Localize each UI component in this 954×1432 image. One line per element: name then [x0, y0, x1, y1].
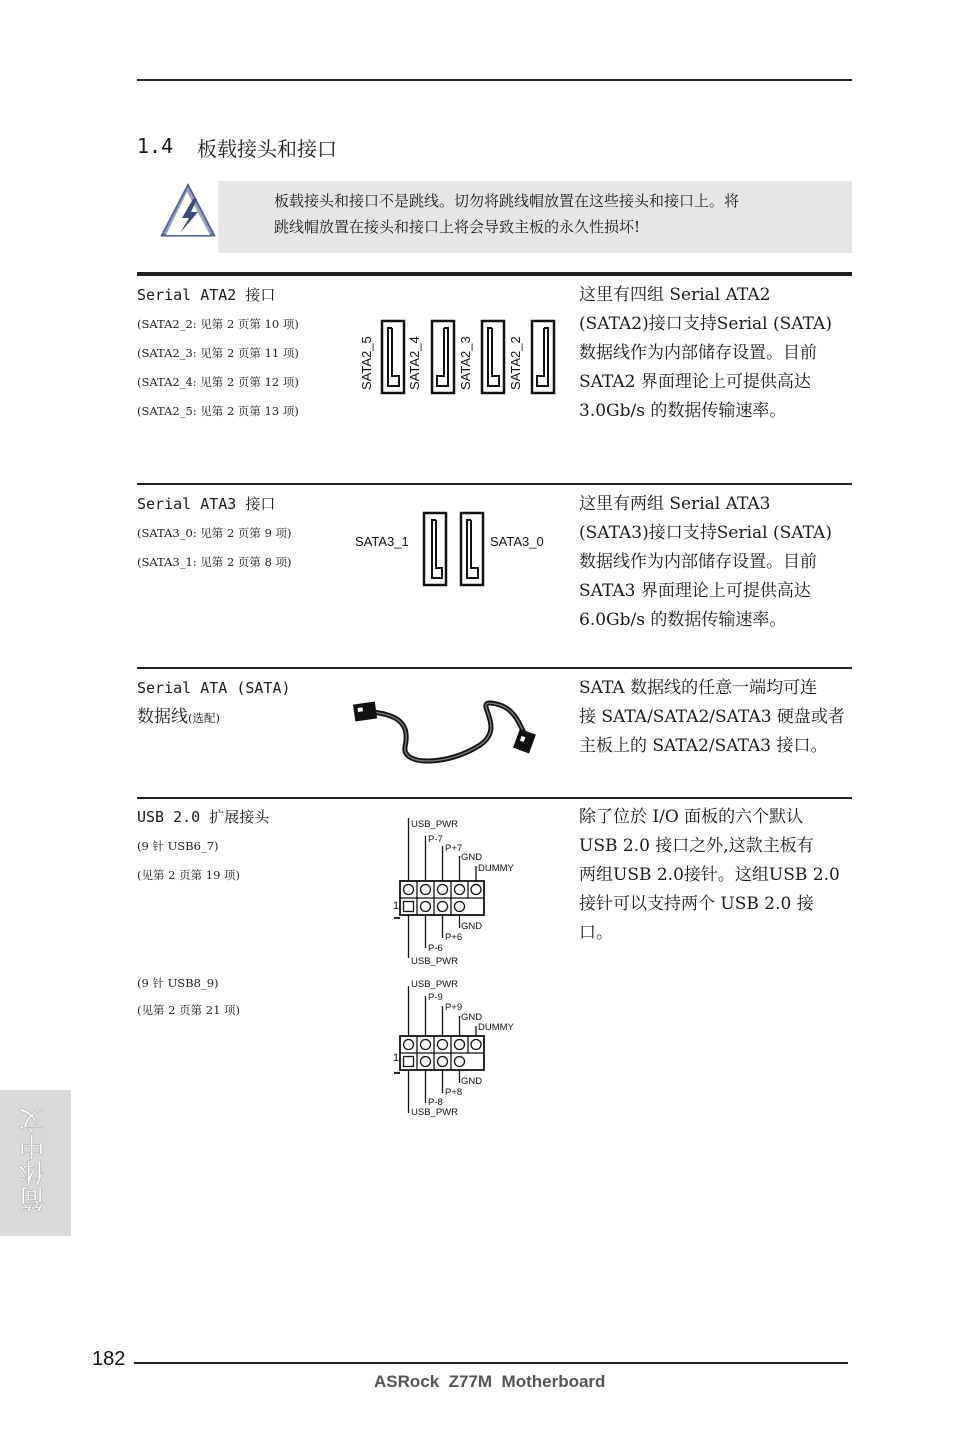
usb-pin1-marker: 1	[393, 1052, 400, 1064]
usb-pin-label: GND	[461, 1012, 483, 1023]
sata2-refs	[137, 310, 299, 426]
cable-subtitle-text: 数据线	[137, 707, 188, 727]
sata2-description	[579, 281, 832, 426]
description-line: SATA 数据线的任意一端均可连	[579, 678, 818, 698]
section-number: 1.4	[137, 134, 174, 158]
top-rule	[137, 79, 852, 81]
usb-pin-label: P+8	[445, 1087, 463, 1098]
sata2-ref: (SATA2_5: 见第 2 页第 13 项)	[137, 404, 299, 418]
usb-description	[579, 803, 840, 948]
description-line: 这里有两组 Serial ATA3	[579, 494, 771, 514]
usb-pin-label: GND	[461, 921, 483, 932]
page-number: 182	[92, 1348, 126, 1370]
sata3-title: Serial ATA3 接口	[137, 495, 276, 513]
sata2-title: Serial ATA2 接口	[137, 286, 276, 304]
usb-pin-label: P+6	[445, 932, 463, 943]
description-line: 6.0Gb/s 的数据传输速率。	[579, 610, 787, 630]
description-line: USB 2.0 接口之外,这款主板有	[579, 836, 814, 856]
description-line: (SATA3)接口支持Serial (SATA)	[579, 523, 832, 543]
section-rule	[137, 667, 852, 669]
description-line: SATA3 界面理论上可提供高达	[579, 581, 811, 601]
description-line: 数据线作为内部储存设置。目前	[579, 552, 817, 572]
sata-cable-image	[350, 685, 545, 770]
sata2-port-label: SATA2_4	[407, 336, 422, 390]
usb-pin-label: P-6	[428, 943, 443, 954]
cable-optional-note: (选配)	[188, 711, 220, 725]
sata3-port-label: SATA3_0	[490, 534, 544, 549]
usb-pin-label: USB_PWR	[411, 979, 458, 990]
usb-pin-label: P+7	[445, 843, 463, 854]
usb-pin-count: (9 针 USB6_7)	[137, 839, 219, 853]
usb-pin-label: DUMMY	[478, 863, 514, 874]
sata3-ref: (SATA3_0: 见第 2 页第 9 项)	[137, 526, 292, 540]
sata3-connectors-diagram	[420, 510, 490, 588]
description-line: 两组USB 2.0接针。这组USB 2.0	[579, 865, 840, 885]
sata2-ref: (SATA2_4: 见第 2 页第 12 项)	[137, 375, 299, 389]
sata2-port-label: SATA2_3	[458, 336, 473, 390]
sata2-port-label: SATA2_5	[359, 336, 374, 390]
description-line: (SATA2)接口支持Serial (SATA)	[579, 314, 832, 334]
sata3-ref: (SATA3_1: 见第 2 页第 8 项)	[137, 555, 292, 569]
language-tab-label: 简体中文	[19, 1108, 49, 1212]
warning-line-2: 跳线帽放置在接头和接口上将会导致主板的永久性损坏!	[274, 218, 641, 236]
usb-pin-label: GND	[461, 1076, 483, 1087]
description-line: SATA2 界面理论上可提供高达	[579, 372, 811, 392]
description-line: 除了位於 I/O 面板的六个默认	[579, 807, 804, 827]
usb-ref: (见第 2 页第 21 项)	[137, 1003, 241, 1017]
description-line: 数据线作为内部储存设置。目前	[579, 343, 817, 363]
cable-description	[579, 674, 845, 761]
usb-pin-label: DUMMY	[478, 1022, 514, 1033]
usb-pin-label: USB_PWR	[411, 956, 458, 967]
cable-title: Serial ATA (SATA)	[137, 679, 291, 697]
usb-pin-label: P-8	[428, 1097, 443, 1108]
description-line: 这里有四组 Serial ATA2	[579, 285, 771, 305]
warning-lightning-icon	[158, 182, 218, 240]
section-title: 板载接头和接口	[197, 137, 337, 161]
description-line: 接针可以支持两个 USB 2.0 接	[579, 894, 814, 914]
footer-rule	[134, 1362, 848, 1364]
footer-product-name: ASRock Z77M Motherboard	[374, 1372, 606, 1391]
sata2-ref: (SATA2_2: 见第 2 页第 10 项)	[137, 317, 299, 331]
cable-subtitle	[137, 703, 220, 733]
usb-ref: (见第 2 页第 19 项)	[137, 868, 241, 882]
usb-pin-label: P-7	[428, 834, 443, 845]
sata3-description	[579, 490, 832, 635]
usb-pin-label: P+9	[445, 1002, 463, 1013]
language-side-tab	[0, 1090, 71, 1236]
usb-pin-count: (9 针 USB8_9)	[137, 976, 219, 990]
usb-header2-info	[137, 970, 240, 1024]
usb-pin-label: GND	[461, 852, 483, 863]
usb-header1-info	[137, 832, 240, 890]
usb-pin-label: USB_PWR	[411, 1107, 458, 1118]
section-rule-heavy	[137, 272, 852, 276]
usb-pin-label: USB_PWR	[411, 819, 458, 830]
sata3-refs	[137, 519, 292, 577]
sata2-ref: (SATA2_3: 见第 2 页第 11 项)	[137, 346, 299, 360]
usb-title: USB 2.0 扩展接头	[137, 808, 270, 826]
section-rule	[137, 797, 852, 799]
sata2-port-label: SATA2_2	[508, 336, 523, 390]
usb-pin1-marker: 1	[393, 900, 400, 912]
description-line: 口。	[579, 923, 613, 943]
usb-pin-label: P-9	[428, 992, 443, 1003]
usb-header-diagram	[392, 818, 532, 968]
description-line: 主板上的 SATA2/SATA3 接口。	[579, 736, 828, 756]
description-line: 3.0Gb/s 的数据传输速率。	[579, 401, 787, 421]
description-line: 接 SATA/SATA2/SATA3 硬盘或者	[579, 707, 845, 727]
section-rule	[137, 483, 852, 485]
sata3-port-label: SATA3_1	[355, 534, 409, 549]
warning-line-1: 板载接头和接口不是跳线。切勿将跳线帽放置在这些接头和接口上。将	[274, 192, 740, 210]
